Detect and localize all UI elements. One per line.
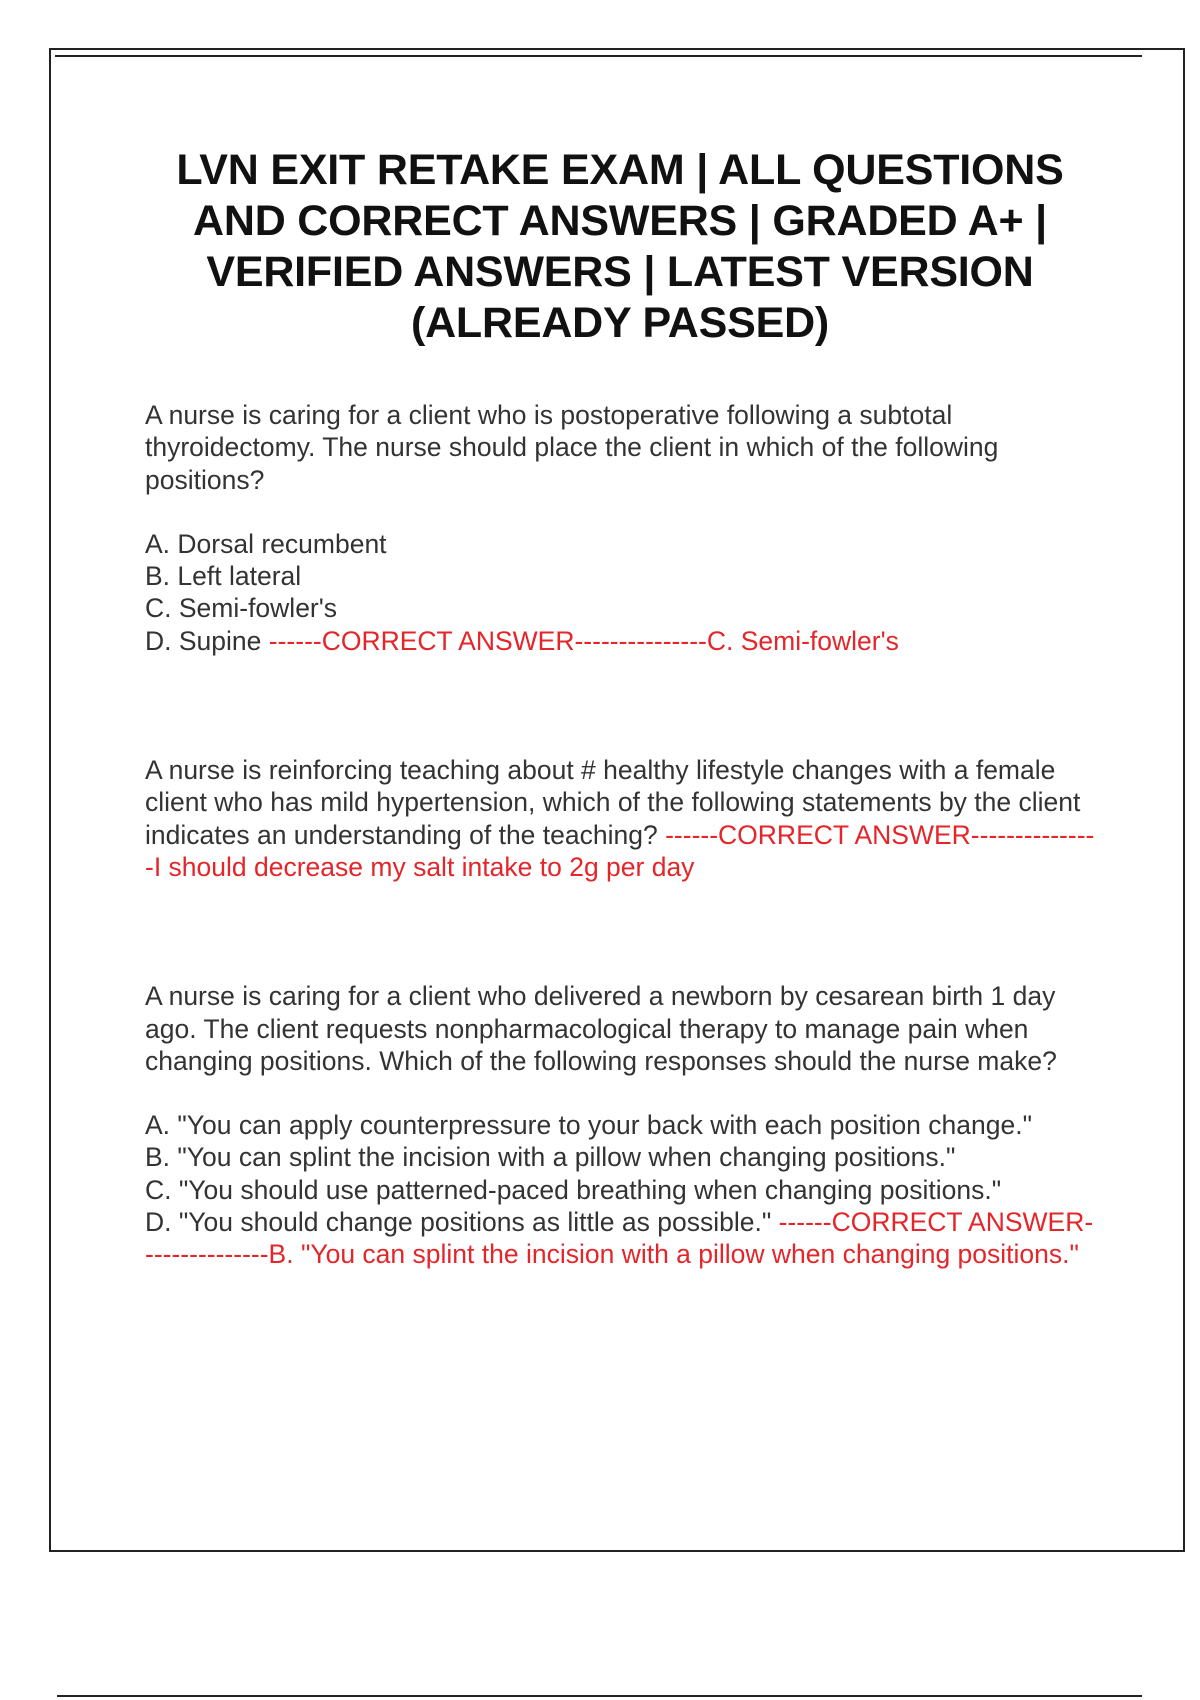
question-1-option-d: D. Supine — [145, 625, 262, 656]
question-1-option-b: B. Left lateral — [145, 561, 302, 592]
question-3-correct-answer: ------CORRECT ANSWER---------------B. "You can splint the incision with a pillow when changing positions." — [145, 1207, 1094, 1270]
question-3-option-d-with-answer — [145, 1206, 1095, 1271]
document-title: LVN EXIT RETAKE EXAM | ALL QUESTIONS AND CORRECT ANSWERS | GRADED A+ | VERIFIED ANSWERS | LATEST VERSION (ALREADY PASSED) — [176, 146, 1064, 347]
question-1 — [145, 399, 1095, 657]
question-1-option-a: A. Dorsal recumbent — [145, 528, 387, 559]
question-3-option-c: C. "You should use patterned-paced breathing when changing positions." — [145, 1174, 1002, 1205]
question-1-option-c: C. Semi-fowler's — [145, 593, 338, 624]
top-divider — [55, 55, 1142, 57]
question-1-options — [145, 528, 1095, 657]
question-2-correct-answer: ------CORRECT ANSWER---------------I should decrease my salt intake to 2g per day — [145, 819, 1095, 882]
bottom-divider — [57, 1695, 1142, 1697]
question-3-option-a: A. "You can apply counterpressure to your back with each position change." — [145, 1110, 1032, 1141]
question-1-correct-answer: ------CORRECT ANSWER---------------C. Semi-fowler's — [268, 625, 899, 656]
question-2-stem-with-answer — [145, 754, 1095, 883]
question-3 — [145, 980, 1095, 1270]
question-2-stem: A nurse is reinforcing teaching about # healthy lifestyle changes with a female client who has mild hypertension, which of the following statements by the client indicates an understanding of the teaching? — [145, 755, 1081, 850]
question-1-stem: A nurse is caring for a client who is postoperative following a subtotal thyroidectomy. The nurse should place the client in which of the following positions? — [145, 400, 999, 495]
question-3-option-d: D. "You should change positions as little as possible." — [145, 1207, 772, 1238]
question-3-options — [145, 1109, 1095, 1270]
question-2 — [145, 754, 1095, 883]
question-3-stem: A nurse is caring for a client who delivered a newborn by cesarean birth 1 day ago. The client requests nonpharmacological therapy to manage pain when changing positions. Which of the following responses should the nurse make? — [145, 981, 1057, 1076]
question-3-option-b: B. "You can splint the incision with a pillow when changing positions." — [145, 1142, 956, 1173]
question-list — [145, 399, 1095, 1271]
question-1-option-d-with-answer — [145, 625, 1095, 657]
